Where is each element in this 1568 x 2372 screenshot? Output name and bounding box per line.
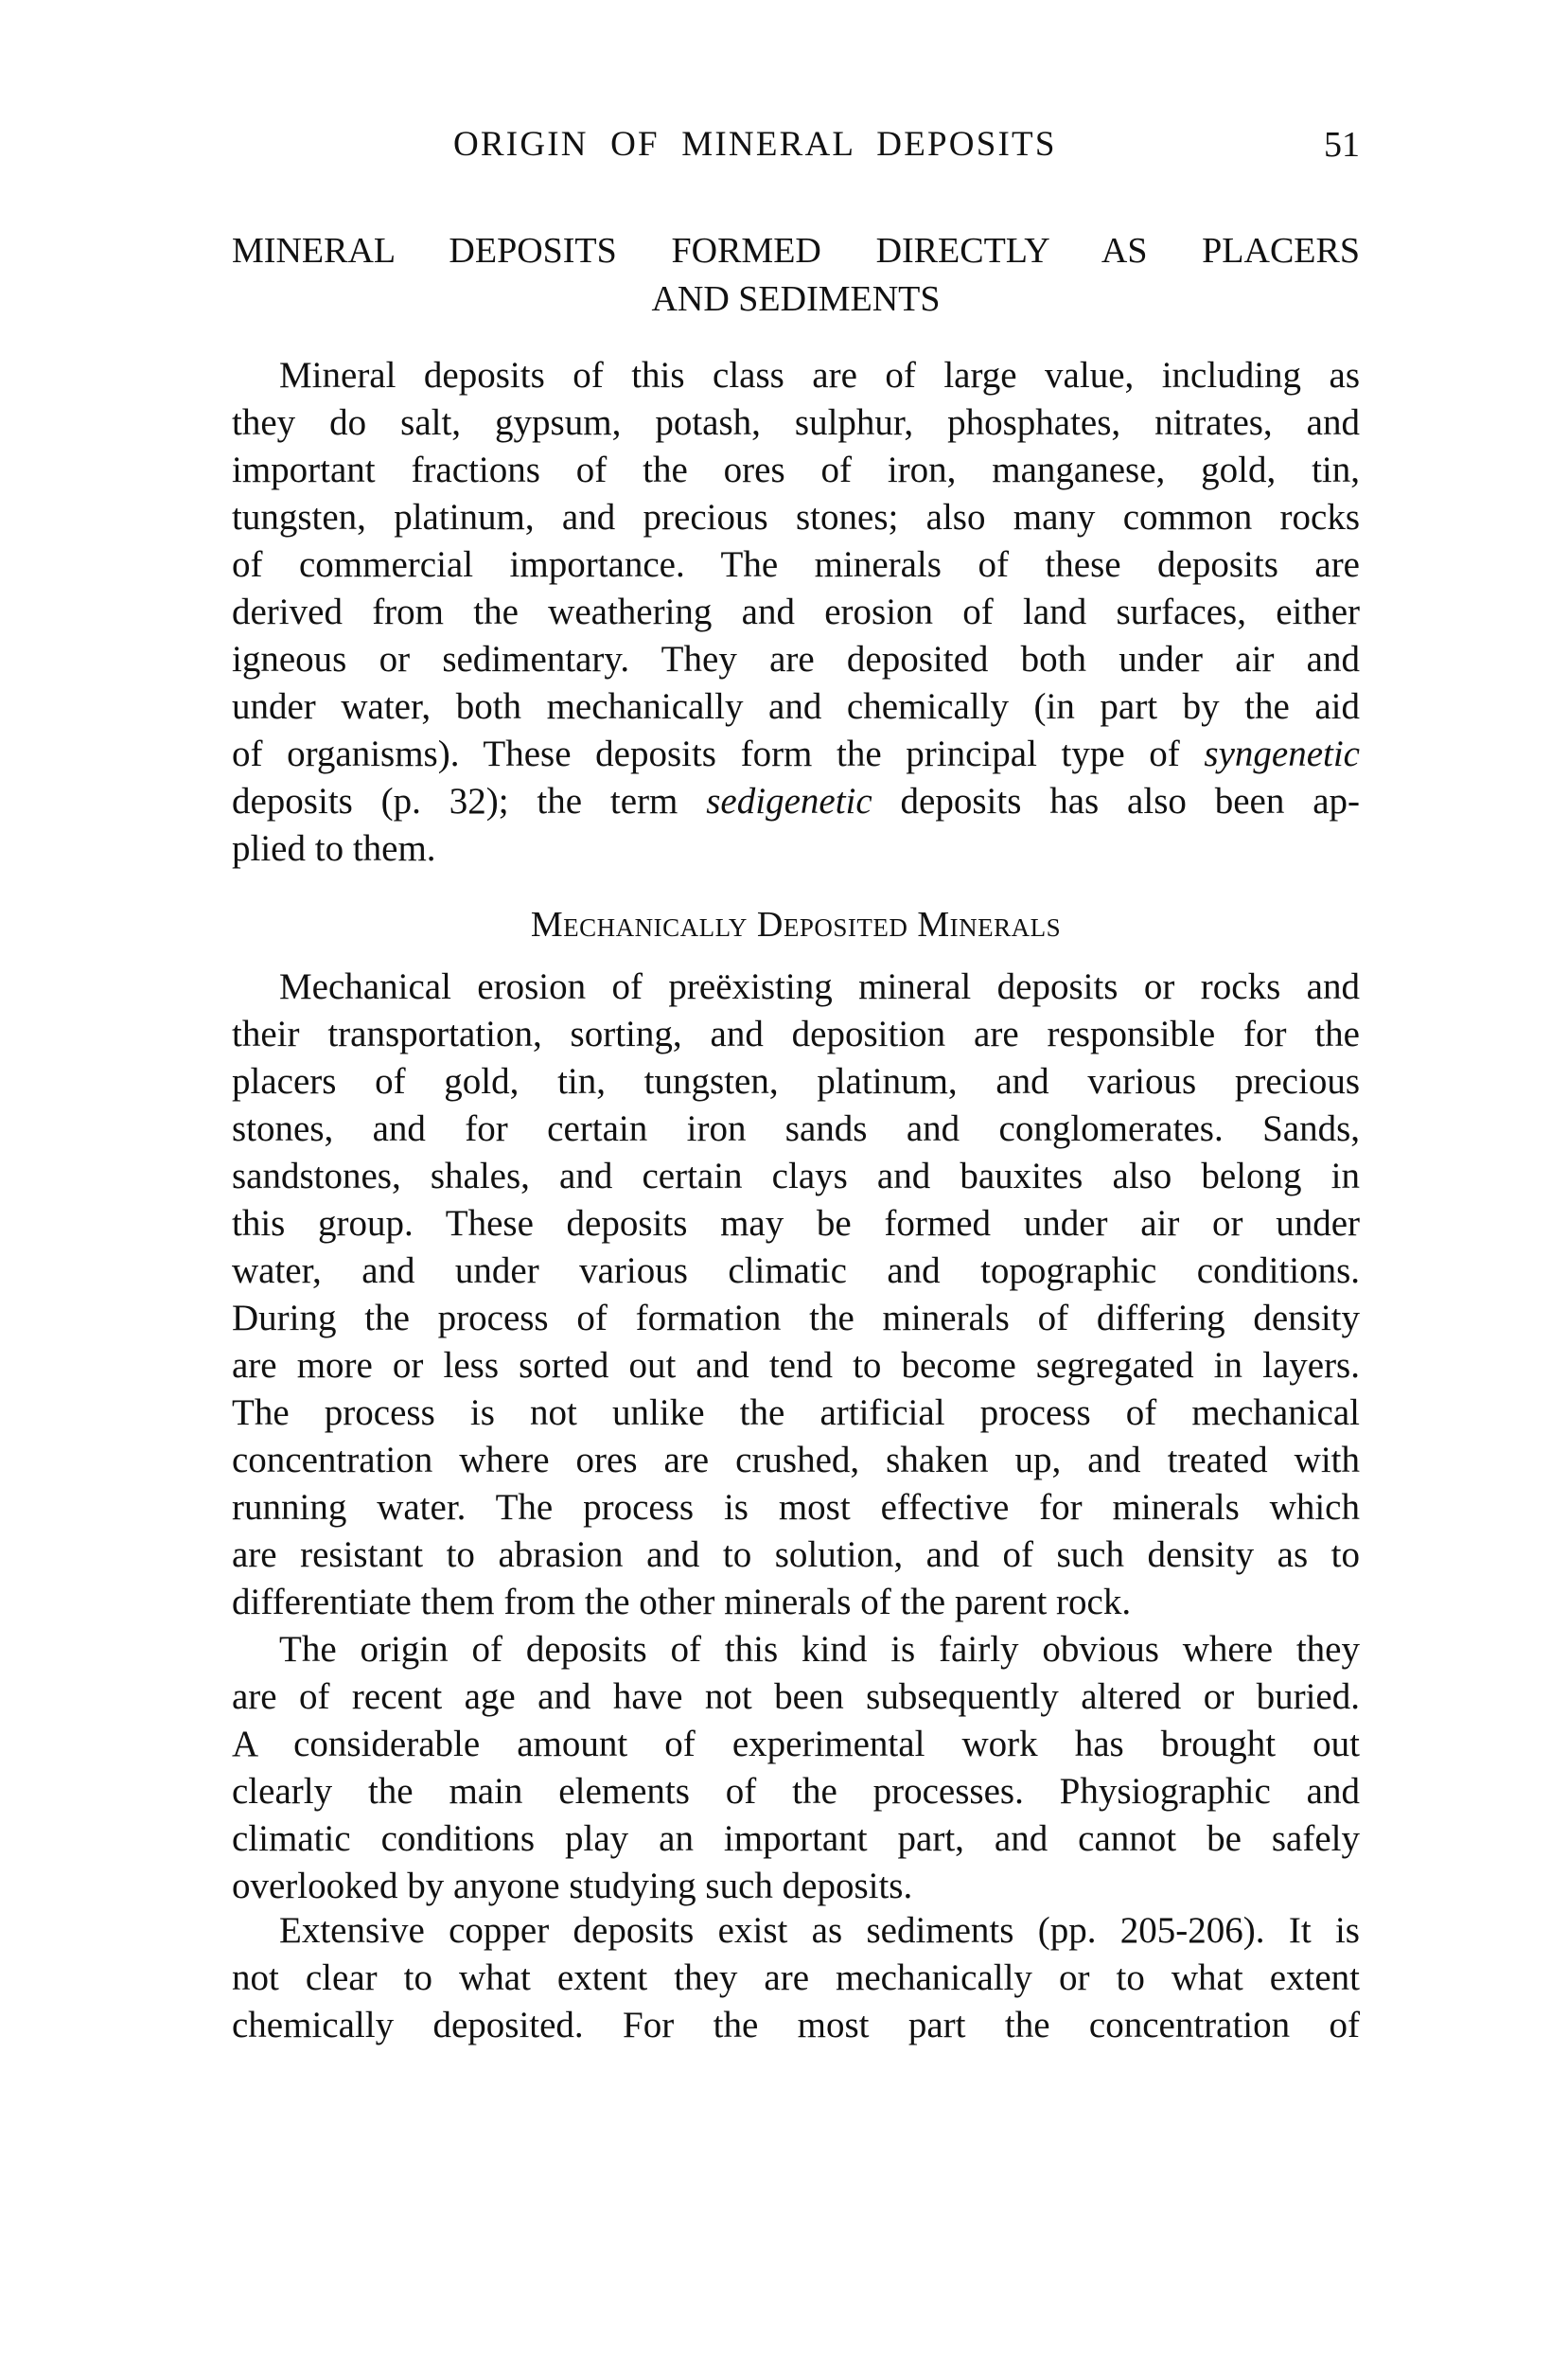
text-line	[232, 1673, 1360, 1721]
text-segment: concentration where ores are crushed, shaken up, and treated with	[232, 1440, 1360, 1480]
text-line	[232, 1200, 1360, 1248]
paragraph	[232, 352, 1360, 873]
italic-term: sedigenetic	[706, 781, 872, 822]
text-line	[232, 399, 1360, 447]
text-line	[232, 1484, 1360, 1531]
paragraph	[232, 1626, 1360, 1910]
text-line	[232, 1863, 1360, 1910]
text-segment: chemically deposited. For the most part the concentration of	[232, 2005, 1360, 2045]
text-line	[232, 1153, 1360, 1200]
text-segment: plied to them.	[232, 828, 436, 869]
text-segment: climatic conditions play an important part, and cannot be safely	[232, 1818, 1360, 1859]
chapter-heading-line: AND SEDIMENTS	[651, 279, 941, 319]
running-title: ORIGIN OF MINERAL DEPOSITS	[453, 125, 1057, 164]
text-segment: Mineral deposits of this class are of large value, including as	[279, 355, 1360, 396]
italic-term: syngenetic	[1204, 734, 1360, 774]
text-segment: differentiate them from the other minerals of the parent rock.	[232, 1582, 1132, 1622]
text-segment: deposits (p. 32); the term	[232, 781, 707, 822]
page-number: 51	[1324, 125, 1360, 165]
text-line	[232, 589, 1360, 636]
text-segment: The process is not unlike the artificial process of mechanical	[232, 1392, 1360, 1433]
text-line	[232, 1955, 1360, 2002]
text-line	[232, 778, 1360, 825]
text-line	[232, 1058, 1360, 1106]
text-segment: The origin of deposits of this kind is fairly obvious where they	[279, 1629, 1360, 1670]
text-line	[232, 1907, 1360, 1955]
text-segment: of organisms). These deposits form the principal type of	[232, 734, 1205, 774]
text-line	[232, 1342, 1360, 1390]
chapter-heading	[232, 227, 1360, 324]
text-segment: under water, both mechanically and chemically (in part by the aid	[232, 686, 1360, 727]
text-segment: sandstones, shales, and certain clays and bauxites also belong in	[232, 1156, 1360, 1196]
text-segment: this group. These deposits may be formed under air or under	[232, 1203, 1360, 1244]
text-line	[232, 1295, 1360, 1342]
text-line	[232, 1531, 1360, 1579]
chapter-heading-line: MINERAL DEPOSITS FORMED DIRECTLY AS PLACERS	[232, 231, 1360, 271]
text-segment: are resistant to abrasion and to solution, and of such density as to	[232, 1534, 1360, 1575]
paragraph	[232, 964, 1360, 1626]
text-line	[232, 636, 1360, 683]
text-segment: overlooked by anyone studying such deposits.	[232, 1866, 913, 1906]
text-segment: of commercial importance. The minerals of these deposits are	[232, 544, 1360, 585]
text-line	[232, 1011, 1360, 1058]
text-segment: During the process of formation the minerals of differing density	[232, 1298, 1360, 1338]
text-segment: are of recent age and have not been subsequently altered or buried.	[232, 1676, 1360, 1717]
text-segment: igneous or sedimentary. They are deposited both under air and	[232, 639, 1360, 680]
text-line	[232, 683, 1360, 731]
text-line	[232, 494, 1360, 541]
text-segment: stones, and for certain iron sands and conglomerates. Sands,	[232, 1108, 1360, 1149]
text-segment: A considerable amount of experimental work has brought out	[232, 1724, 1360, 1764]
text-line	[232, 447, 1360, 494]
text-line	[232, 964, 1360, 1011]
section-heading: Mechanically Deposited Minerals	[530, 905, 1062, 945]
text-line	[232, 2002, 1360, 2049]
text-line	[232, 1768, 1360, 1815]
paragraph	[232, 1907, 1360, 2049]
text-segment: deposits has also been ap-	[872, 781, 1360, 822]
text-segment: important fractions of the ores of iron, manganese, gold, tin,	[232, 450, 1360, 490]
text-segment: they do salt, gypsum, potash, sulphur, phosphates, nitrates, and	[232, 402, 1360, 443]
text-segment: their transportation, sorting, and deposition are responsible for the	[232, 1014, 1360, 1054]
text-line	[232, 1248, 1360, 1295]
text-segment: Extensive copper deposits exist as sediments (pp. 205-206). It is	[279, 1910, 1360, 1951]
text-segment: derived from the weathering and erosion of land surfaces, either	[232, 592, 1360, 632]
text-segment: Mechanical erosion of preëxisting mineral deposits or rocks and	[279, 966, 1360, 1007]
text-line	[232, 541, 1360, 589]
text-line	[232, 1815, 1360, 1863]
text-line	[232, 352, 1360, 399]
text-segment: running water. The process is most effective for minerals which	[232, 1487, 1360, 1528]
text-line	[232, 1437, 1360, 1484]
text-segment: not clear to what extent they are mechanically or to what extent	[232, 1957, 1360, 1998]
text-line	[232, 1721, 1360, 1768]
text-line	[232, 1106, 1360, 1153]
text-segment: clearly the main elements of the processes. Physiographic and	[232, 1771, 1360, 1812]
text-segment: are more or less sorted out and tend to become segregated in layers.	[232, 1345, 1360, 1386]
text-line	[232, 825, 1360, 873]
text-segment: placers of gold, tin, tungsten, platinum, and various precious	[232, 1061, 1360, 1102]
running-header	[232, 121, 1360, 168]
text-segment: water, and under various climatic and topographic conditions.	[232, 1250, 1360, 1291]
text-segment: tungsten, platinum, and precious stones; also many common rocks	[232, 497, 1360, 538]
text-line	[232, 1626, 1360, 1673]
text-line	[232, 1390, 1360, 1437]
text-line	[232, 731, 1360, 778]
text-line	[232, 1579, 1360, 1626]
